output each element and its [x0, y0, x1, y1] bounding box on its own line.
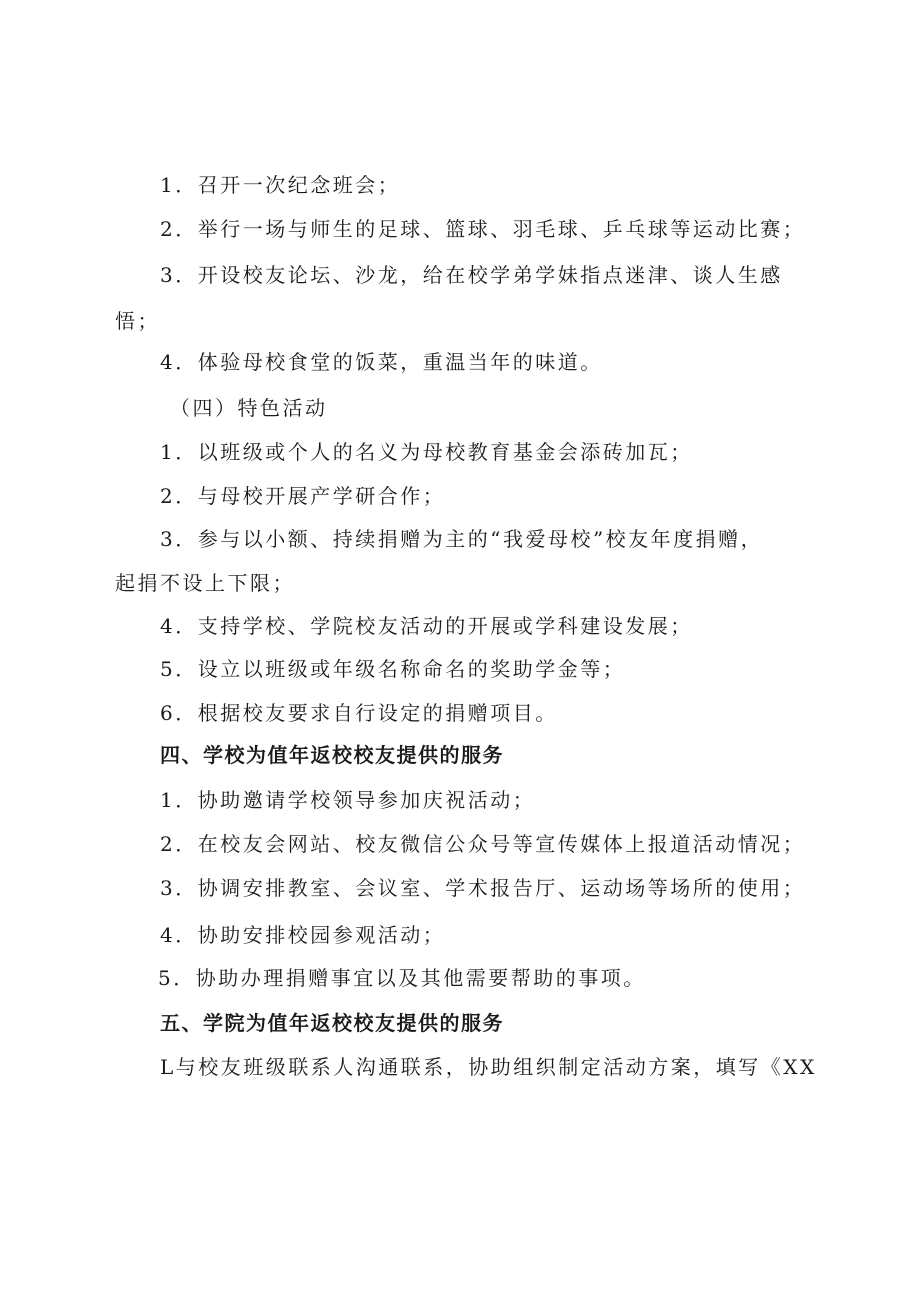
list-item: 4．体验母校食堂的饭菜，重温当年的味道。: [160, 350, 603, 374]
list-item: 3．协调安排教室、会议室、学术报告厅、运动场等场所的使用；: [160, 876, 806, 900]
list-item: 1．召开一次纪念班会；: [160, 173, 401, 197]
list-item: 4．协助安排校园参观活动；: [160, 923, 446, 947]
list-item: 2．与母校开展产学研合作；: [160, 484, 446, 508]
list-item: 1．以班级或个人的名义为母校教育基金会添砖加瓦；: [160, 440, 693, 464]
list-item: 1．协助邀请学校领导参加庆祝活动；: [160, 788, 536, 812]
list-item: 3．参与以小额、持续捐赠为主的“我爱母校”校友年度捐赠，: [160, 527, 764, 551]
list-item: 3．开设校友论坛、沙龙，给在校学弟学妹指点迷津、谈人生感: [160, 263, 783, 287]
list-item: 4．支持学校、学院校友活动的开展或学科建设发展；: [160, 614, 693, 638]
list-item: 6．根据校友要求自行设定的捐赠项目。: [160, 701, 558, 725]
list-item: L与校友班级联系人沟通联系，协助组织制定活动方案，填写《XX: [160, 1055, 817, 1079]
section-heading: 四、学校为值年返校校友提供的服务: [160, 743, 504, 767]
section-heading: 五、学院为值年返校校友提供的服务: [160, 1011, 504, 1035]
list-item-continuation: 起捐不设上下限；: [115, 571, 295, 595]
list-item: 2．举行一场与师生的足球、篮球、羽毛球、乒乓球等运动比赛；: [160, 217, 806, 241]
list-item: 2．在校友会网站、校友微信公众号等宣传媒体上报道活动情况；: [160, 832, 806, 856]
list-item-continuation: 悟；: [115, 309, 160, 333]
list-item: 5．协助办理捐赠事宜以及其他需要帮助的事项。: [158, 966, 646, 990]
section-subheading: （四）特色活动: [170, 396, 328, 420]
list-item: 5．设立以班级或年级名称命名的奖助学金等；: [160, 657, 626, 681]
